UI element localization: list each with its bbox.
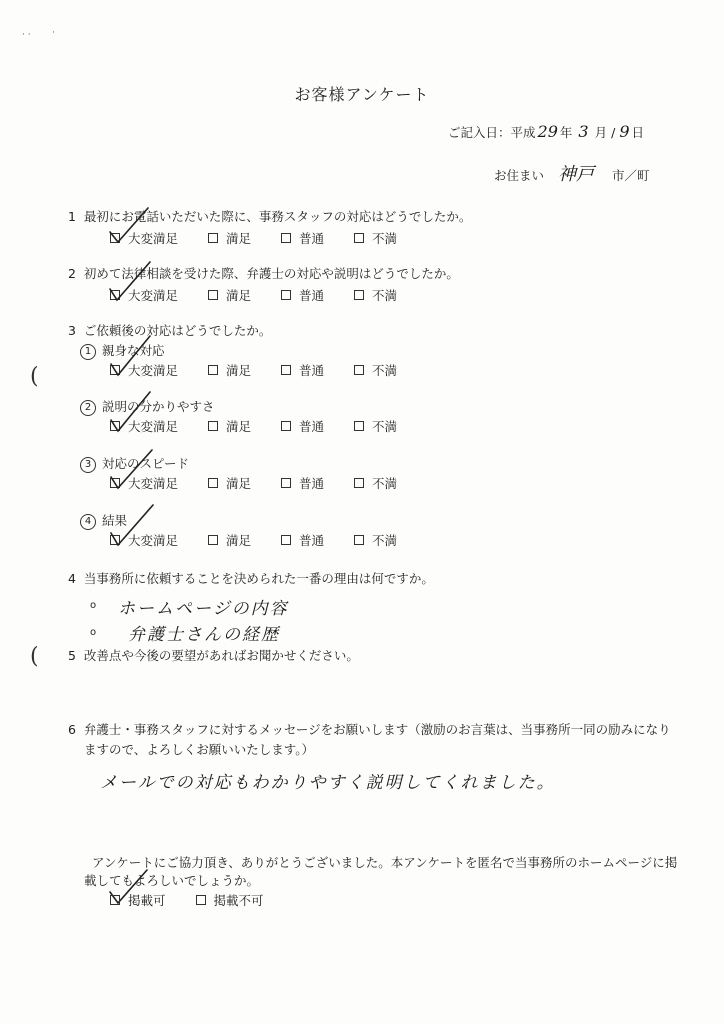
year-unit: 年 — [559, 125, 573, 140]
q6-answer: メールでの対応もわかりやすく説明してくれました。 — [100, 773, 556, 793]
checkbox[interactable] — [354, 478, 364, 488]
option-label: 不満 — [372, 476, 398, 491]
option-label: 不満 — [372, 363, 398, 378]
checkbox[interactable] — [110, 421, 120, 431]
sub-text: 親身な対応 — [102, 343, 165, 358]
option-dissatisfied[interactable] — [354, 531, 397, 549]
option-label: 普通 — [299, 533, 325, 548]
option-satisfied[interactable] — [208, 361, 251, 379]
option-dissatisfied[interactable] — [354, 361, 397, 379]
option-label: 普通 — [299, 288, 325, 303]
scan-mark: · — [52, 28, 55, 38]
checkbox[interactable] — [110, 290, 120, 300]
entry-year: 29 — [537, 122, 558, 141]
option-label: 満足 — [226, 231, 252, 246]
option-satisfied[interactable] — [208, 531, 251, 549]
option-very-satisfied[interactable] — [110, 531, 178, 549]
option-normal[interactable] — [281, 531, 324, 549]
option-very-satisfied[interactable] — [110, 229, 178, 247]
checkbox[interactable] — [354, 421, 364, 431]
option-label: 普通 — [299, 231, 325, 246]
margin-mark: ( — [30, 644, 39, 669]
option-label: 大変満足 — [128, 533, 179, 548]
question-6-line2: ますので、よろしくお願いいたします。） — [84, 742, 315, 757]
checkbox[interactable] — [354, 290, 364, 300]
option-normal[interactable] — [281, 229, 324, 247]
question-3 — [68, 321, 271, 339]
option-label: 普通 — [299, 363, 325, 378]
checkbox[interactable] — [110, 233, 120, 243]
question-number: 1 — [68, 209, 76, 224]
q3-sub-1 — [80, 341, 165, 360]
sub-text: 対応のスピード — [102, 456, 190, 471]
q3-3-options — [110, 474, 427, 492]
q3-4-options — [110, 531, 427, 549]
checkbox[interactable] — [110, 365, 120, 375]
option-label: 掲載可 — [128, 893, 166, 908]
day-unit: 日 — [631, 125, 645, 140]
question-text: 最初にお電話いただいた際に、事務スタッフの対応はどうでしたか。 — [83, 209, 472, 224]
option-label: 掲載不可 — [213, 893, 264, 908]
question-text: 当事務所に依頼することを決められた一番の理由は何ですか。 — [83, 571, 434, 586]
option-label: 満足 — [226, 363, 252, 378]
option-label: 大変満足 — [128, 288, 179, 303]
checkbox[interactable] — [354, 535, 364, 545]
closing-line1: アンケートにご協力頂き、ありがとうございました。本アンケートを匿名で当事務所のホームページに掲 — [92, 855, 678, 870]
checkbox[interactable] — [354, 233, 364, 243]
entry-month: 3 — [578, 122, 589, 141]
question-text: 改善点や今後の要望があればお聞かせください。 — [83, 648, 359, 663]
answer-bullet: o — [90, 600, 97, 611]
address-label: お住まい — [494, 168, 545, 183]
option-satisfied[interactable] — [208, 474, 251, 492]
option-normal[interactable] — [281, 361, 324, 379]
entry-date: ご記入日：平成 29 年 3 月 / 9 日 — [448, 122, 645, 141]
option-dissatisfied[interactable] — [354, 417, 397, 435]
checkbox[interactable] — [208, 535, 218, 545]
option-label: 満足 — [226, 476, 252, 491]
page-title: お客様アンケート — [294, 85, 430, 104]
question-number: 3 — [68, 323, 76, 338]
address-row — [494, 160, 650, 186]
sub-number: 4 — [80, 514, 96, 530]
option-very-satisfied[interactable] — [110, 474, 178, 492]
closing-line2: 載してもよろしいでしょうか。 — [84, 873, 260, 888]
question-2 — [68, 264, 459, 282]
q2-options — [110, 286, 427, 304]
checkbox[interactable] — [208, 421, 218, 431]
question-number: 6 — [68, 722, 76, 737]
month-unit: 月 — [594, 125, 608, 140]
checkbox[interactable] — [281, 290, 291, 300]
q3-2-options — [110, 417, 427, 435]
option-dissatisfied[interactable] — [354, 229, 397, 247]
question-text: 初めて法律相談を受けた際、弁護士の対応や説明はどうでしたか。 — [83, 266, 459, 281]
option-very-satisfied[interactable] — [110, 417, 178, 435]
q1-options — [110, 229, 427, 247]
q3-sub-4 — [80, 511, 127, 530]
option-publish-ng[interactable] — [196, 891, 264, 909]
question-6 — [68, 720, 671, 738]
sub-text: 説明の分かりやすさ — [102, 399, 215, 414]
option-very-satisfied[interactable] — [110, 361, 178, 379]
option-dissatisfied[interactable] — [354, 286, 397, 304]
option-label: 不満 — [372, 533, 398, 548]
sub-text: 結果 — [102, 513, 128, 528]
publish-options — [110, 891, 294, 909]
option-label: 大変満足 — [128, 363, 179, 378]
option-label: 普通 — [299, 419, 325, 434]
option-normal[interactable] — [281, 417, 324, 435]
option-normal[interactable] — [281, 474, 324, 492]
checkbox[interactable] — [281, 365, 291, 375]
option-normal[interactable] — [281, 286, 324, 304]
checkbox[interactable] — [354, 365, 364, 375]
q3-1-options — [110, 361, 427, 379]
checkbox[interactable] — [196, 895, 206, 905]
question-4 — [68, 569, 434, 587]
checkbox[interactable] — [110, 895, 120, 905]
entry-day: 9 — [619, 122, 630, 141]
option-label: 不満 — [372, 419, 398, 434]
question-text: 弁護士・事務スタッフに対するメッセージをお願いします（激励のお言葉は、当事務所一同の励みになり — [83, 722, 671, 737]
checkbox[interactable] — [208, 478, 218, 488]
checkbox[interactable] — [110, 535, 120, 545]
scan-mark: · · — [22, 30, 31, 40]
option-label: 満足 — [226, 533, 252, 548]
option-satisfied[interactable] — [208, 286, 251, 304]
checkbox[interactable] — [208, 290, 218, 300]
question-text: ご依頼後の対応はどうでしたか。 — [83, 323, 272, 338]
q4-answer-2: 弁護士さんの経歴 — [128, 625, 280, 645]
q3-sub-3 — [80, 454, 189, 473]
option-label: 大変満足 — [128, 476, 179, 491]
option-label: 不満 — [372, 288, 398, 303]
checkbox[interactable] — [281, 421, 291, 431]
question-number: 4 — [68, 571, 76, 586]
checkbox[interactable] — [281, 535, 291, 545]
question-1 — [68, 207, 471, 225]
question-number: 5 — [68, 648, 76, 663]
option-label: 大変満足 — [128, 419, 179, 434]
option-publish-ok[interactable] — [110, 891, 166, 909]
q4-answer-1: ホームページの内容 — [118, 599, 289, 619]
answer-bullet: o — [90, 627, 97, 638]
option-dissatisfied[interactable] — [354, 474, 397, 492]
option-label: 満足 — [226, 419, 252, 434]
address-city: 神戸 — [558, 164, 594, 185]
sub-number: 2 — [80, 400, 96, 416]
checkbox[interactable] — [281, 478, 291, 488]
question-number: 2 — [68, 266, 76, 281]
sub-number: 1 — [80, 344, 96, 360]
option-label: 普通 — [299, 476, 325, 491]
checkbox[interactable] — [110, 478, 120, 488]
checkbox[interactable] — [281, 233, 291, 243]
option-very-satisfied[interactable] — [110, 286, 178, 304]
option-label: 満足 — [226, 288, 252, 303]
margin-mark: ( — [30, 364, 39, 389]
checkbox[interactable] — [208, 365, 218, 375]
option-label: 不満 — [372, 231, 398, 246]
q3-sub-2 — [80, 397, 215, 416]
checkbox[interactable] — [208, 233, 218, 243]
option-label: 大変満足 — [128, 231, 179, 246]
question-5 — [68, 646, 359, 664]
option-satisfied[interactable] — [208, 417, 251, 435]
entry-date-label: ご記入日：平成 — [448, 125, 536, 140]
option-satisfied[interactable] — [208, 229, 251, 247]
address-suffix: 市／町 — [611, 168, 650, 183]
sub-number: 3 — [80, 457, 96, 473]
